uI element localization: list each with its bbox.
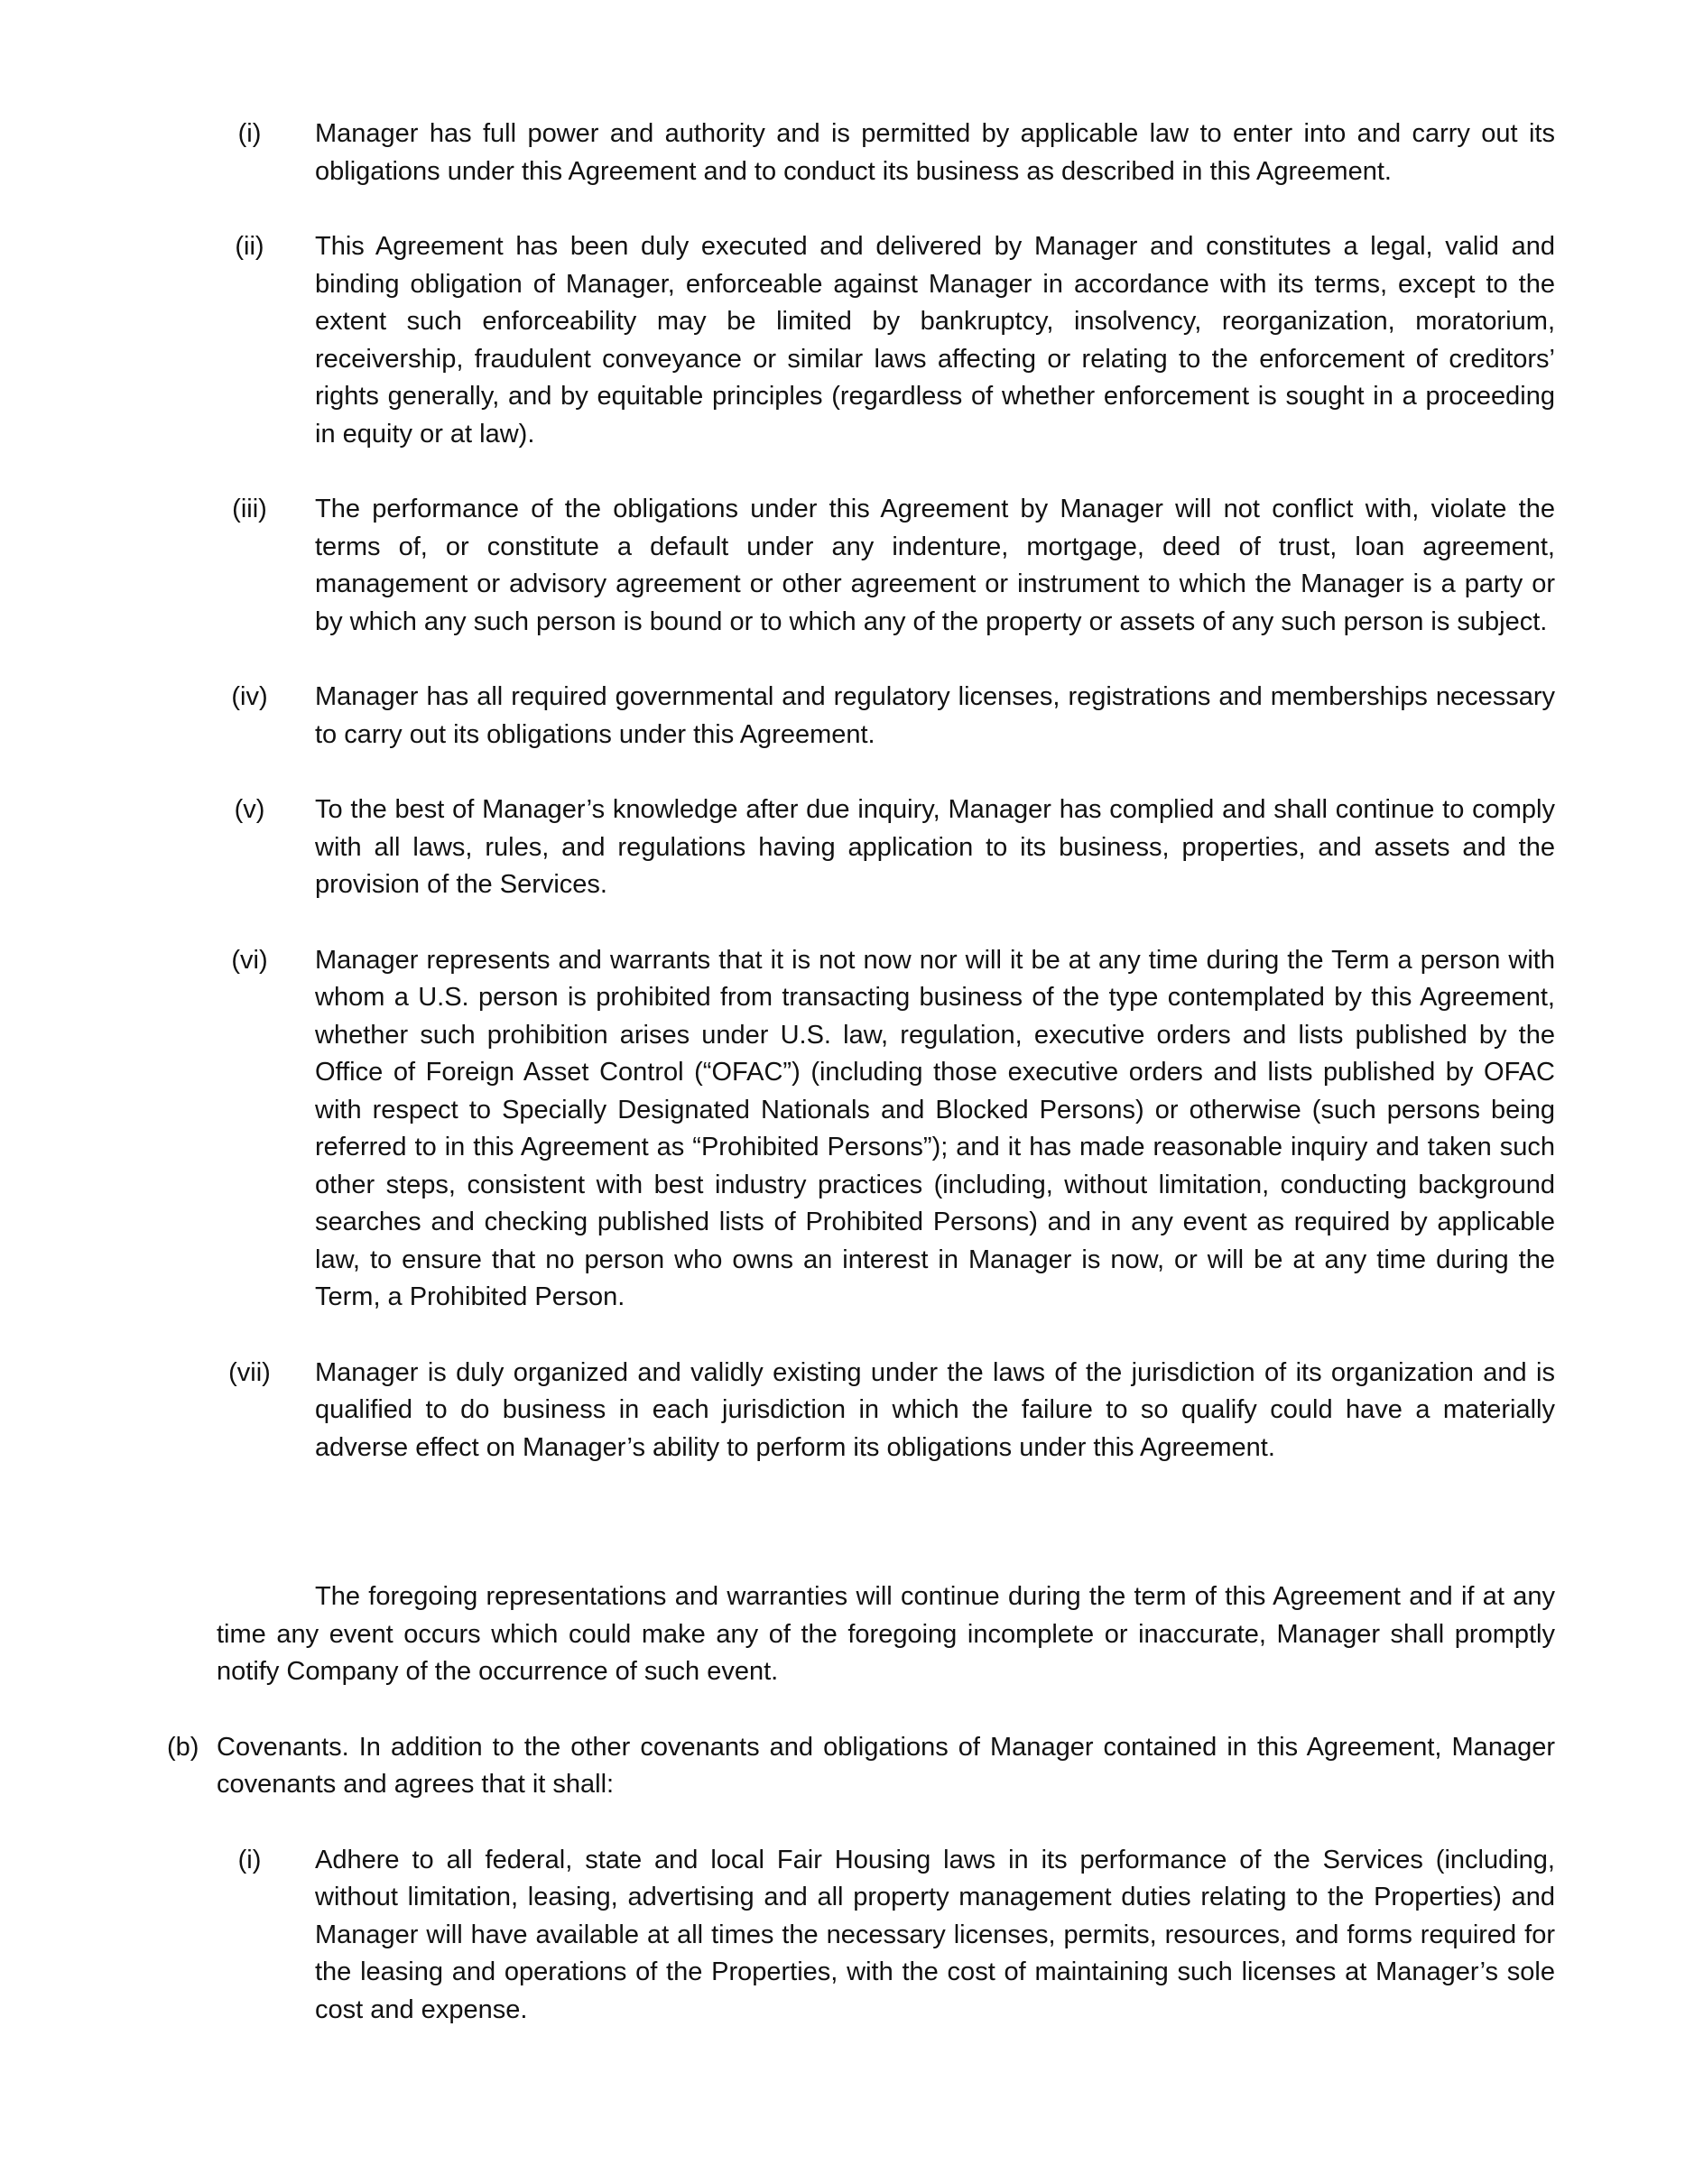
section-number: (b) <box>167 1732 199 1762</box>
list-item <box>235 228 1555 453</box>
section-b-covenants <box>167 1729 1555 1804</box>
item-number: (iv) <box>231 682 268 711</box>
item-text: Manager has full power and authority and is permitted by applicable law to enter into and carry out its obligations under this Agreement and to conduct its business as described in this Agreement. <box>315 119 1555 186</box>
list-item <box>234 791 1555 904</box>
item-text: Adhere to all federal, state and local Fair Housing laws in its performance of the Services (including, without limitation, leasing, advertising and all property management duties relating to the Properties) and Manager will have available at all times the necessary licenses, permits, resources, and forms required for the leasing and operations of the Properties, with the cost of maintaining such licenses at Manager’s sole cost and expense. <box>315 1845 1555 2024</box>
item-number: (i) <box>237 119 262 148</box>
item-text: Manager is duly organized and validly existing under the laws of the jurisdiction of its organization and is qualified to do business in each jurisdiction in which the failure to so qualify could have a materially adverse effect on Manager’s ability to perform its obligations under this Agreement. <box>315 1357 1555 1462</box>
item-text: The performance of the obligations under this Agreement by Manager will not conflict with, violate the terms of, or constitute a default under any indenture, mortgage, deed of trust, loan agreement, management or advisory agreement or other agreement or instrument to which the Manager is a party or by which any such person is bound or to which any of the property or assets of any such person is subject. <box>315 495 1555 636</box>
list-item <box>231 679 1555 754</box>
list-item <box>231 942 1555 1317</box>
item-text: To the best of Manager’s knowledge after due inquiry, Manager has complied and shall continue to comply with all laws, rules, and regulations having application to its business, properties, and assets and the provision of the Services. <box>315 795 1555 899</box>
item-number: (ii) <box>235 232 264 261</box>
item-text: Manager has all required governmental and regulatory licenses, registrations and memberships necessary to carry out its obligations under this Agreement. <box>315 682 1555 749</box>
list-item <box>237 116 1555 190</box>
item-number: (iii) <box>232 495 267 523</box>
item-number: (vii) <box>228 1357 271 1387</box>
item-number: (i) <box>237 1845 262 1874</box>
list-item <box>237 1842 1555 2030</box>
item-number: (vi) <box>231 945 268 975</box>
item-text: Manager represents and warrants that it is not now nor will it be at any time during the Term a person with whom a U.S. person is prohibited from transacting business of the type contemplated by this Agreement, whether such prohibition arises under U.S. law, regulation, executive orders and lists published by the Office of Foreign Asset Control (“OFAC”) (including those executive orders and lists published by OFAC with respect to Specially Designated Nationals and Blocked Persons) or otherwise (such persons being referred to in this Agreement as “Prohibited Persons”); and it has made reasonable inquiry and taken such other steps, consistent with best industry practices (including, without limitation, conducting background searches and checking published lists of Prohibited Persons) and in any event as required by applicable law, to ensure that no person who owns an interest in Manager is now, or will be at any time during the Term, a Prohibited Person. <box>315 945 1555 1311</box>
document-page <box>0 116 1685 2067</box>
section-text: Covenants. In addition to the other covenants and obligations of Manager contained in this Agreement, Manager covenants and agrees that it shall: <box>217 1732 1555 1799</box>
item-number: (v) <box>234 795 265 824</box>
item-text: This Agreement has been duly executed and delivered by Manager and constitutes a legal, valid and binding obligation of Manager, enforceable against Manager in accordance with its terms, except to the extent such enforceability may be limited by bankruptcy, insolvency, reorganization, moratorium, receivership, fraudulent conveyance or similar laws affecting or relating to the enforcement of creditors’ rights generally, and by equitable principles (regardless of whether enforcement is sought in a proceeding in equity or at law). <box>315 232 1555 449</box>
foregoing-paragraph: The foregoing representations and warranties will continue during the term of this Agreement and if at any time any event occurs which could make any of the foregoing incomplete or inaccurate, Manager shall promptly notify Company of the occurrence of such event. <box>217 1582 1555 1686</box>
list-item <box>232 491 1555 641</box>
list-item <box>228 1355 1555 1467</box>
